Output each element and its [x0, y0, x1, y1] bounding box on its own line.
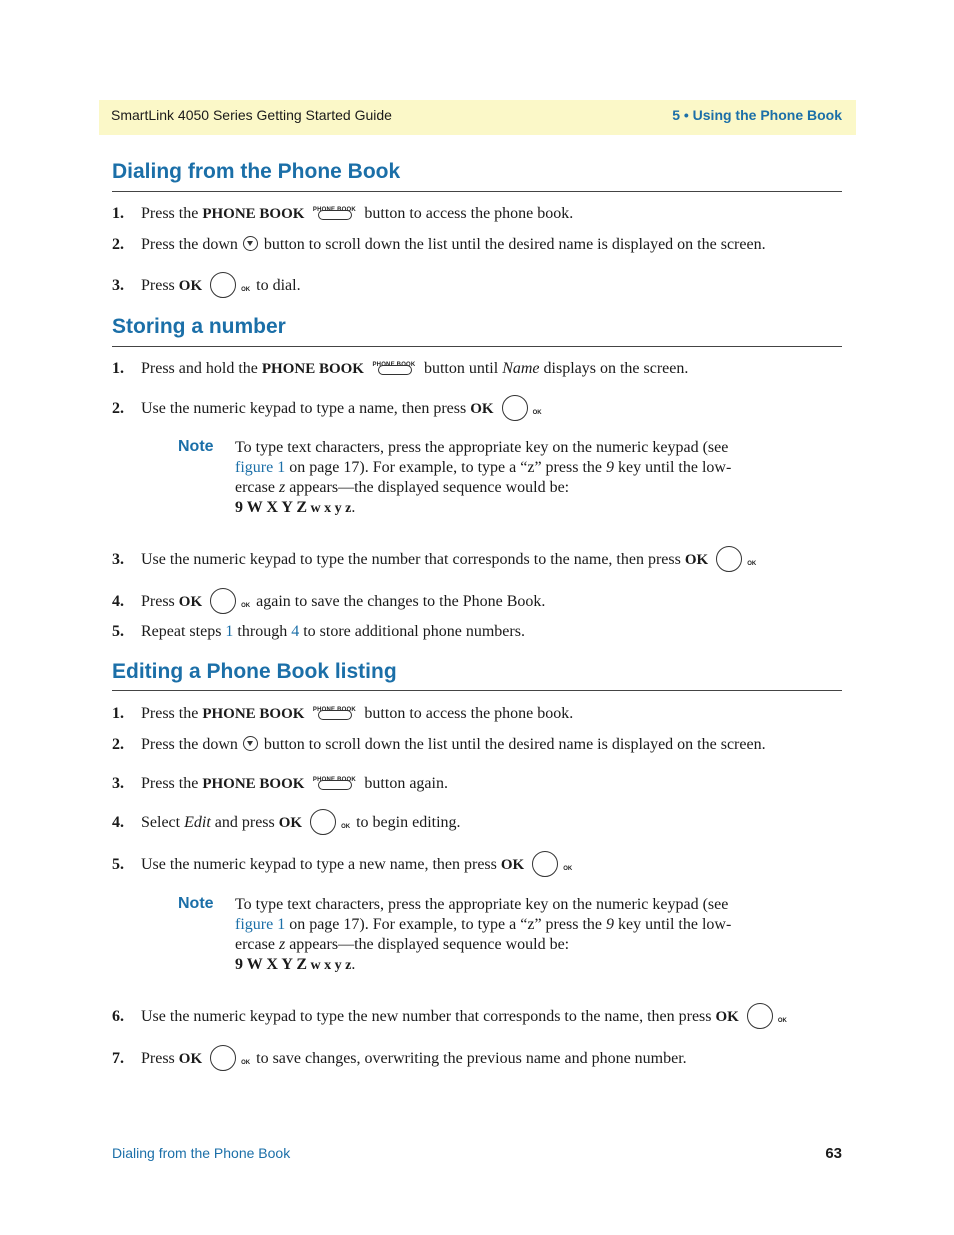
- section-title-dialing: Dialing from the Phone Book: [112, 160, 401, 183]
- ok-button-icon: OK: [210, 272, 252, 298]
- section-rule: [112, 191, 842, 192]
- key-label: OK: [684, 552, 709, 568]
- step-item: 2. Press the down button to scroll down the list until the desired name is displayed on the screen.: [112, 736, 766, 753]
- step-item: 4. Press OK OK again to save the changes to the Phone Book.: [112, 588, 545, 614]
- step-number: 3.: [112, 775, 124, 792]
- step-number: 2.: [112, 400, 124, 417]
- step-number: 1.: [112, 705, 124, 722]
- ok-button-icon: OK: [310, 809, 352, 835]
- footer-section-title: Dialing from the Phone Book: [112, 1145, 291, 1161]
- step-number: 7.: [112, 1050, 124, 1067]
- section-rule: [112, 346, 842, 347]
- note-label: Note: [178, 895, 214, 912]
- step-item: 1. Press the PHONE BOOK PHONE BOOK button to access the phone book.: [112, 702, 573, 724]
- key-label: OK: [278, 815, 303, 831]
- figure-link[interactable]: figure 1: [235, 916, 286, 933]
- step-item: 6. Use the numeric keypad to type the new number that corresponds to the name, then press OK OK: [112, 1003, 789, 1029]
- section-title-storing: Storing a number: [112, 315, 286, 338]
- step-number: 3.: [112, 277, 124, 294]
- phone-book-button-icon: PHONE BOOK: [372, 357, 416, 375]
- step-item: 1. Press and hold the PHONE BOOK PHONE BOOK button until Name displays on the screen.: [112, 357, 688, 379]
- key-label: PHONE BOOK: [202, 206, 305, 222]
- key-label: OK: [500, 857, 525, 873]
- step-item: 3. Press OK OK to dial.: [112, 272, 301, 298]
- ok-button-icon: OK: [747, 1003, 789, 1029]
- step-item: 1. Press the PHONE BOOK PHONE BOOK button to access the phone book.: [112, 202, 573, 224]
- phone-book-button-icon: PHONE BOOK: [312, 702, 356, 720]
- down-arrow-button-icon: [243, 736, 258, 751]
- step-link[interactable]: 4: [291, 623, 300, 640]
- key-label: PHONE BOOK: [202, 706, 305, 722]
- ok-button-icon: OK: [532, 851, 574, 877]
- step-item: 3. Press the PHONE BOOK PHONE BOOK button again.: [112, 772, 448, 794]
- step-item: 2. Press the down button to scroll down the list until the desired name is displayed on the screen.: [112, 236, 766, 253]
- phone-book-button-icon: PHONE BOOK: [312, 772, 356, 790]
- key-label: OK: [178, 278, 203, 294]
- ok-button-icon: OK: [210, 1045, 252, 1071]
- note-text: To type text characters, press the appropriate key on the numeric keypad (see figure 1 on page 17). For example, to type a “z” press the 9 key until the low- ercase z appears—the displayed sequence would be: 9 W X Y Z w x y z.: [235, 896, 732, 973]
- running-header: [99, 100, 856, 135]
- phone-book-button-icon: PHONE BOOK: [312, 202, 356, 220]
- note-label: Note: [178, 438, 214, 455]
- step-item: 5. Repeat steps 1 through 4 to store additional phone numbers.: [112, 623, 525, 640]
- key-label: OK: [178, 594, 203, 610]
- step-item: 4. Select Edit and press OK OK to begin editing.: [112, 809, 461, 835]
- step-item: 3. Use the numeric keypad to type the number that corresponds to the name, then press OK OK: [112, 546, 758, 572]
- key-label: OK: [178, 1051, 203, 1067]
- key-label: OK: [470, 401, 494, 417]
- step-number: 2.: [112, 736, 124, 753]
- ok-button-icon: OK: [716, 546, 758, 572]
- key-label: PHONE BOOK: [202, 776, 305, 792]
- step-number: 1.: [112, 205, 124, 222]
- step-number: 3.: [112, 551, 124, 568]
- step-number: 1.: [112, 360, 124, 377]
- step-item: 7. Press OK OK to save changes, overwriting the previous name and phone number.: [112, 1045, 687, 1071]
- step-number: 5.: [112, 856, 124, 873]
- step-item: 2. Use the numeric keypad to type a name, then press OK OK: [112, 395, 544, 421]
- down-arrow-button-icon: [243, 236, 258, 251]
- step-number: 6.: [112, 1008, 124, 1025]
- step-number: 4.: [112, 593, 124, 610]
- figure-link[interactable]: figure 1: [235, 459, 286, 476]
- ok-button-icon: OK: [210, 588, 252, 614]
- step-number: 2.: [112, 236, 124, 253]
- section-title-editing: Editing a Phone Book listing: [112, 660, 397, 683]
- step-number: 5.: [112, 623, 124, 640]
- step-number: 4.: [112, 814, 124, 831]
- note-text: To type text characters, press the appropriate key on the numeric keypad (see figure 1 on page 17). For example, to type a “z” press the 9 key until the low- ercase z appears—the displayed sequence would be: 9 W X Y Z w x y z.: [235, 439, 732, 516]
- section-rule: [112, 690, 842, 691]
- ok-button-icon: OK: [502, 395, 544, 421]
- chapter-title: 5 • Using the Phone Book: [672, 107, 842, 123]
- step-item: 5. Use the numeric keypad to type a new name, then press OK OK: [112, 851, 574, 877]
- guide-title: SmartLink 4050 Series Getting Started Guide: [111, 107, 392, 123]
- page-number: 63: [825, 1145, 842, 1162]
- key-label: OK: [715, 1009, 739, 1025]
- key-label: PHONE BOOK: [261, 361, 364, 377]
- step-link[interactable]: 1: [225, 623, 234, 640]
